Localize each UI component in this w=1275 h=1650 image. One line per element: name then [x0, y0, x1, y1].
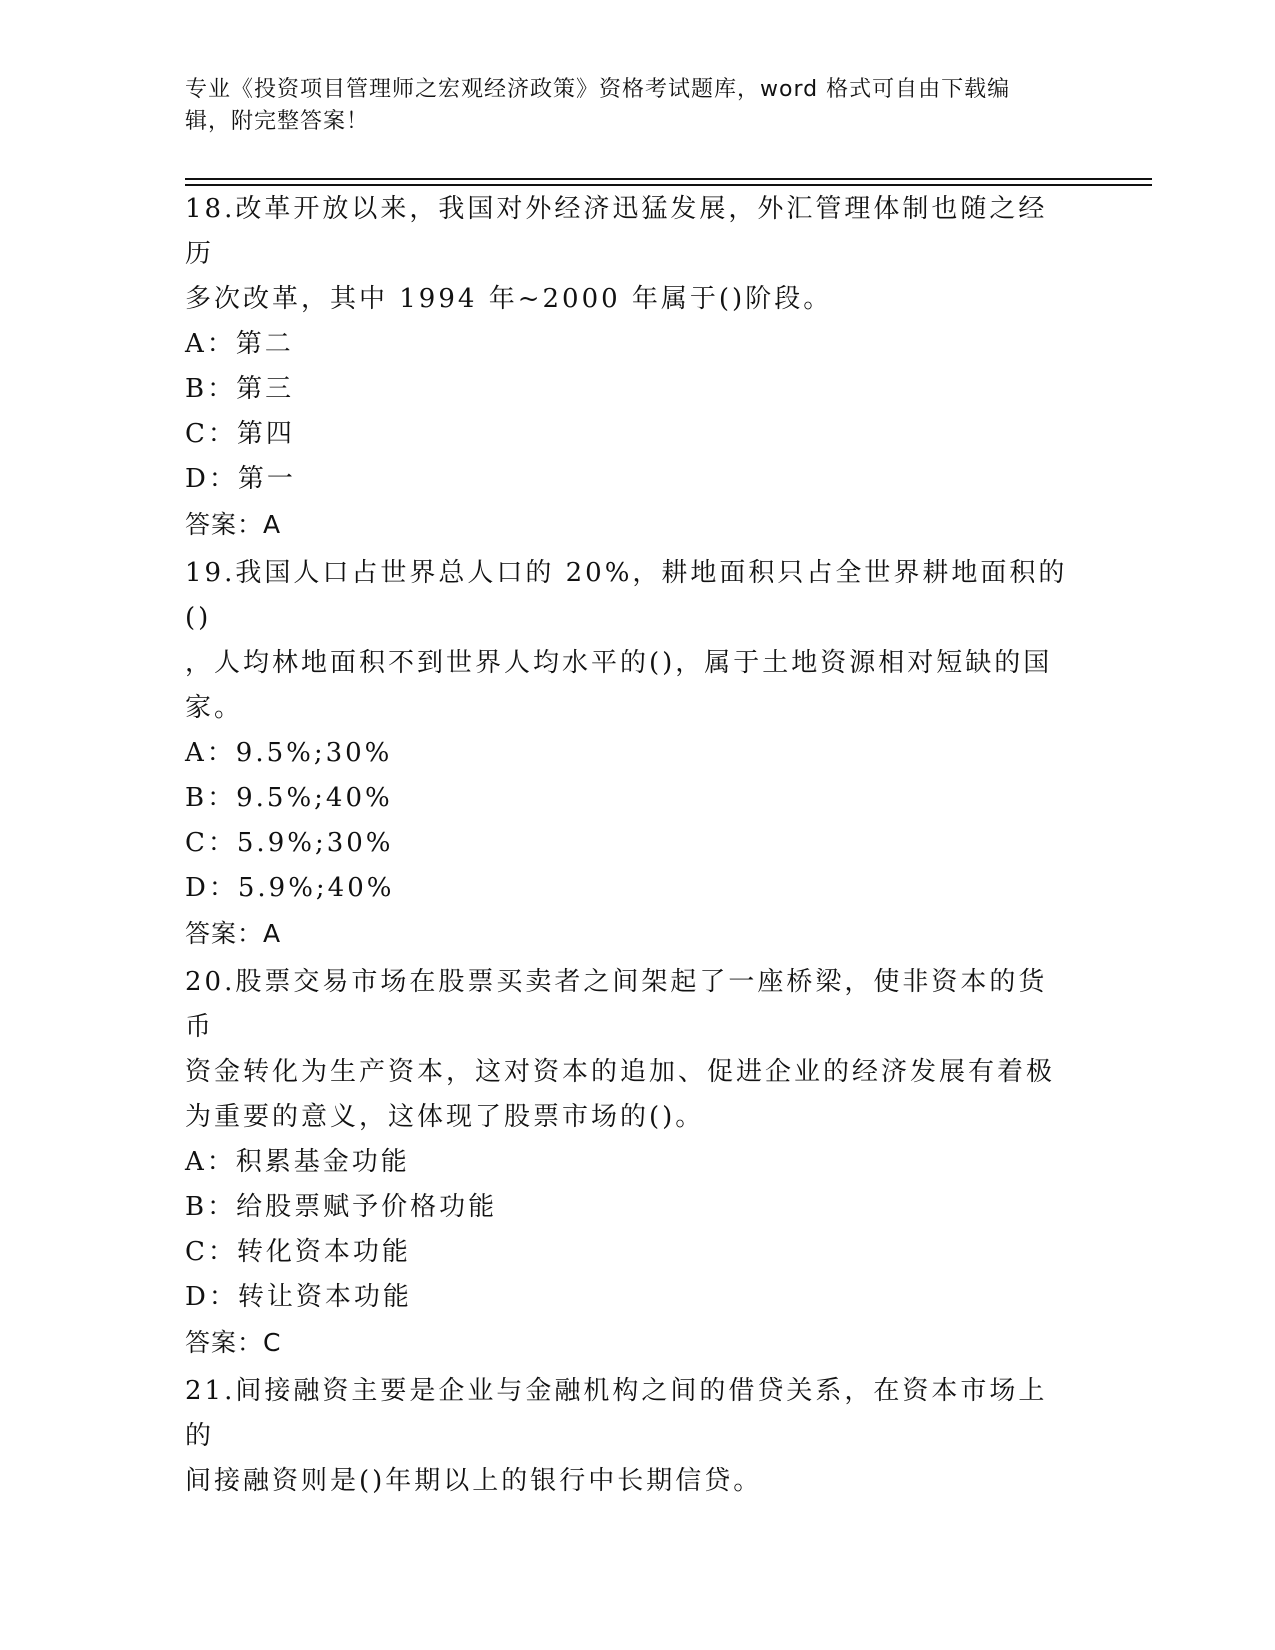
question-21 [185, 1369, 1075, 1504]
option-b: B：9.5%;40% [185, 783, 393, 813]
document-header [185, 74, 1065, 138]
question-stem-line: 20.股票交易市场在股票买卖者之间架起了一座桥梁，使非资本的货币 [185, 967, 1048, 1042]
header-divider-top [185, 178, 1152, 180]
question-stem-line: 19.我国人口占世界总人口的 20%，耕地面积只占全世界耕地面积的() [185, 558, 1068, 633]
question-stem-line: 间接融资则是()年期以上的银行中长期信贷。 [185, 1466, 763, 1496]
question-stem-line: 21.间接融资主要是企业与金融机构之间的借贷关系，在资本市场上的 [185, 1376, 1048, 1451]
header-divider-bottom [185, 184, 1152, 186]
option-d: D：转让资本功能 [185, 1282, 412, 1312]
option-c: C：转化资本功能 [185, 1237, 411, 1267]
header-line-1: 专业《投资项目管理师之宏观经济政策》资格考试题库，word 格式可自由下载编 [185, 77, 1011, 102]
question-20 [185, 960, 1075, 1365]
header-line-2: 辑，附完整答案！ [185, 109, 370, 134]
question-stem-line: 为重要的意义，这体现了股票市场的()。 [185, 1102, 705, 1132]
option-a: A：第二 [185, 329, 294, 359]
answer-line: 答案：A [185, 510, 282, 539]
question-stem-line: 18.改革开放以来，我国对外经济迅猛发展，外汇管理体制也随之经历 [185, 194, 1048, 269]
question-18 [185, 187, 1075, 547]
option-b: B：第三 [185, 374, 295, 404]
question-stem-line: ，人均林地面积不到世界人均水平的()，属于土地资源相对短缺的国 [185, 648, 1053, 678]
option-a: A：积累基金功能 [185, 1147, 410, 1177]
question-19 [185, 551, 1075, 956]
option-d: D：第一 [185, 464, 296, 494]
answer-line: 答案：A [185, 919, 282, 948]
question-stem-line: 家。 [185, 693, 244, 723]
option-a: A：9.5%;30% [185, 738, 393, 768]
question-stem-line: 多次改革，其中 1994 年~2000 年属于()阶段。 [185, 284, 833, 314]
option-b: B：给股票赋予价格功能 [185, 1192, 498, 1222]
answer-line: 答案：C [185, 1328, 282, 1357]
option-c: C：第四 [185, 419, 295, 449]
question-stem-line: 资金转化为生产资本，这对资本的追加、促进企业的经济发展有着极 [185, 1057, 1056, 1087]
option-c: C：5.9%;30% [185, 828, 394, 858]
option-d: D：5.9%;40% [185, 873, 395, 903]
